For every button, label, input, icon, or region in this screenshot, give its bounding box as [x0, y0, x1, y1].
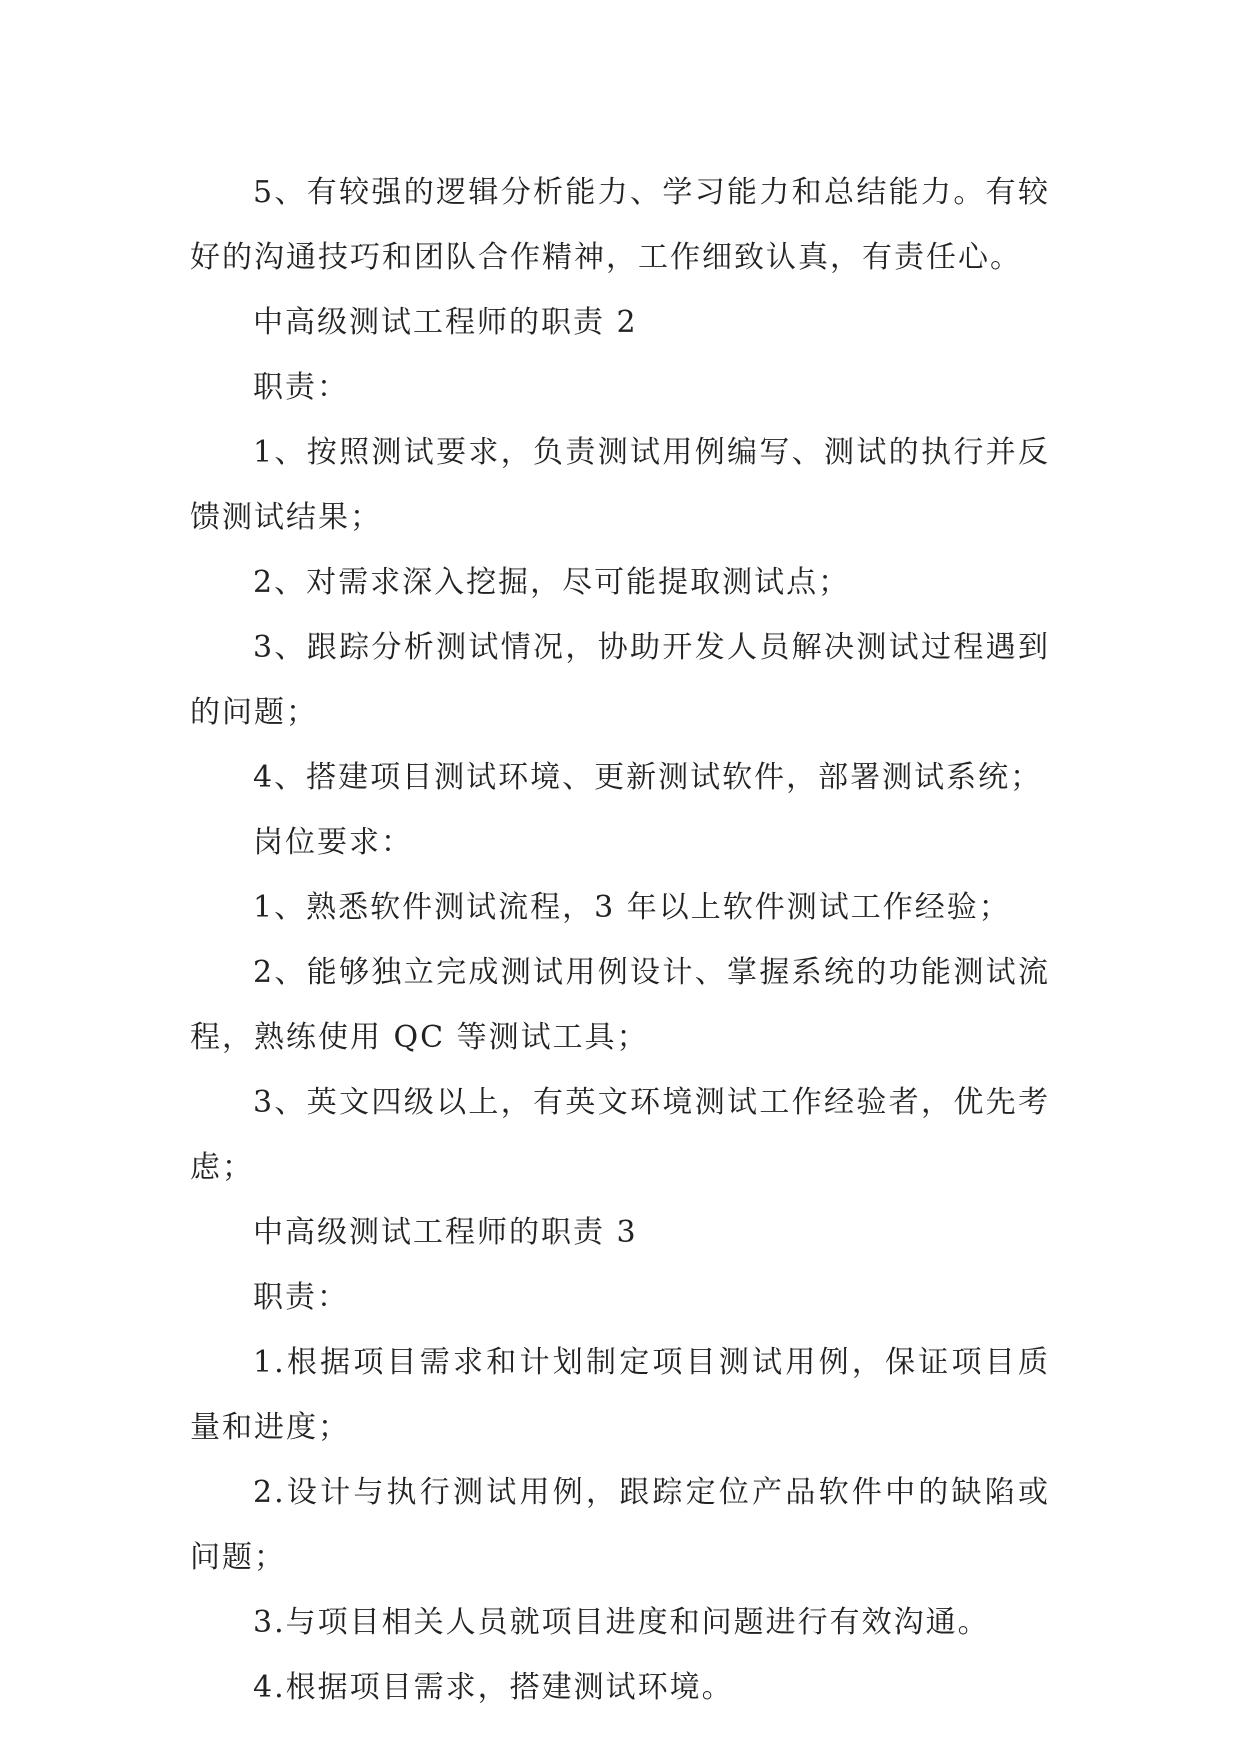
requirement-item-1: 1、熟悉软件测试流程，3 年以上软件测试工作经验； [253, 890, 1011, 925]
duty-item-2: 2、对需求深入挖掘，尽可能提取测试点； [253, 565, 851, 600]
requirements-label: 岗位要求： [253, 825, 413, 860]
duty-item-4: 4.根据项目需求，搭建测试环境。 [253, 1670, 734, 1705]
duties-label: 职责： [253, 370, 349, 405]
requirement-item-3: 3、英文四级以上，有英文环境测试工作经验者，优先考虑； [190, 1085, 1050, 1185]
duty-item-4: 4、搭建项目测试环境、更新测试软件，部署测试系统； [253, 760, 1043, 795]
section-heading-2: 中高级测试工程师的职责 2 [253, 305, 638, 340]
duty-item-1: 1、按照测试要求，负责测试用例编写、测试的执行并反馈测试结果； [190, 435, 1050, 535]
duty-item-1: 1.根据项目需求和计划制定项目测试用例，保证项目质量和进度； [190, 1345, 1050, 1445]
section-heading-3: 中高级测试工程师的职责 3 [253, 1215, 638, 1250]
requirement-item-5: 5、有较强的逻辑分析能力、学习能力和总结能力。有较好的沟通技巧和团队合作精神，工作细致认真，有责任心。 [190, 175, 1050, 275]
document-body [190, 160, 1050, 1720]
duty-item-3: 3、跟踪分析测试情况，协助开发人员解决测试过程遇到的问题； [190, 630, 1050, 730]
duty-item-2: 2.设计与执行测试用例，跟踪定位产品软件中的缺陷或问题； [190, 1475, 1050, 1575]
duty-item-3: 3.与项目相关人员就项目进度和问题进行有效沟通。 [253, 1605, 990, 1640]
duties-label: 职责： [253, 1280, 349, 1315]
requirement-item-2: 2、能够独立完成测试用例设计、掌握系统的功能测试流程，熟练使用 QC 等测试工具； [190, 955, 1050, 1055]
